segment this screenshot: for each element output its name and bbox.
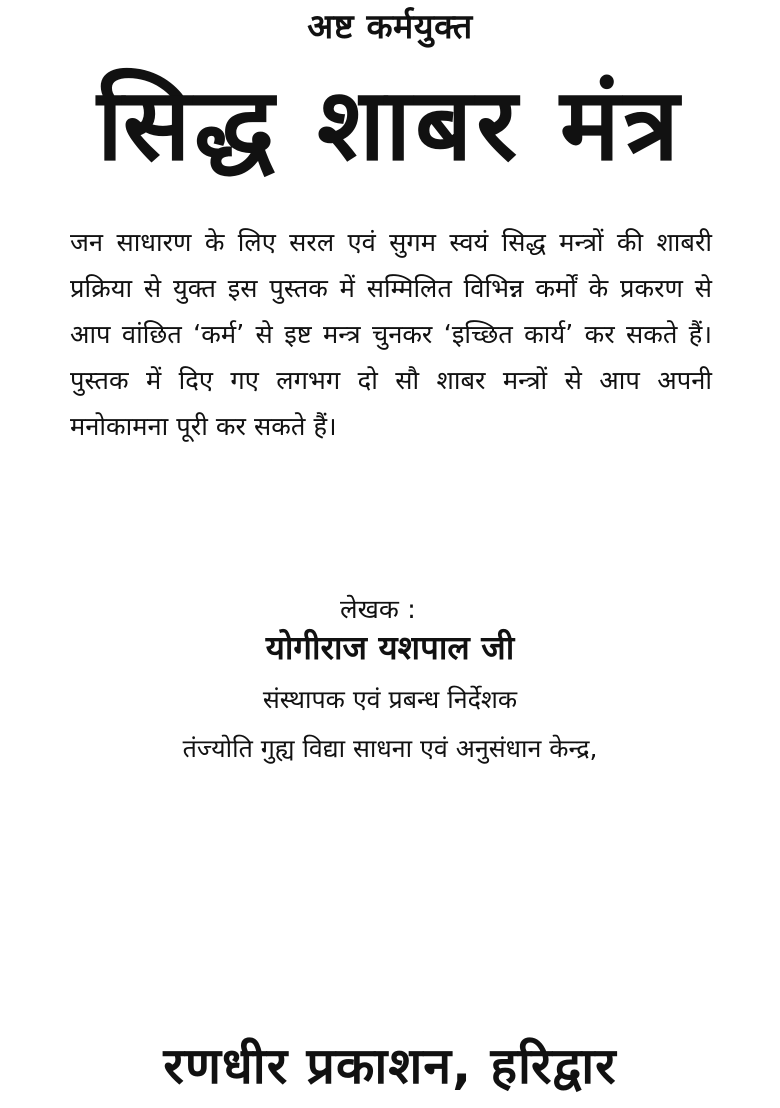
author-role: संस्थापक एवं प्रबन्ध निर्देशक [262,685,518,714]
book-blurb: जन साधारण के लिए सरल एवं सुगम स्वयं सिद्ध मन्त्रों की शाबरी प्रक्रिया से युक्त इस पुस्तक में सम्मिलित विभिन्न कर्मों के प्रकरण से आप वांछित ‘कर्म’ से इष्ट मन्त्र चुनकर ‘इच्छित कार्य’ कर सकते हैं। पुस्तक में दिए गए लगभग दो सौ शाबर मन्त्रों से आप अपनी मनोकामना पूरी कर सकते हैं। [70,228,712,442]
publisher-name: रणधीर प्रकाशन, हरिद्वार [163,1037,617,1095]
author-organization: तंज्योति गुह्य विद्या साधना एवं अनुसंधान केन्द्र, [182,734,598,763]
book-subtitle: अष्ट कर्मयुक्त [307,7,473,47]
book-title: सिद्ध शाबर मंत्र [97,66,683,183]
author-name: योगीराज यशपाल जी [265,628,515,667]
author-label: लेखक : [340,595,416,625]
